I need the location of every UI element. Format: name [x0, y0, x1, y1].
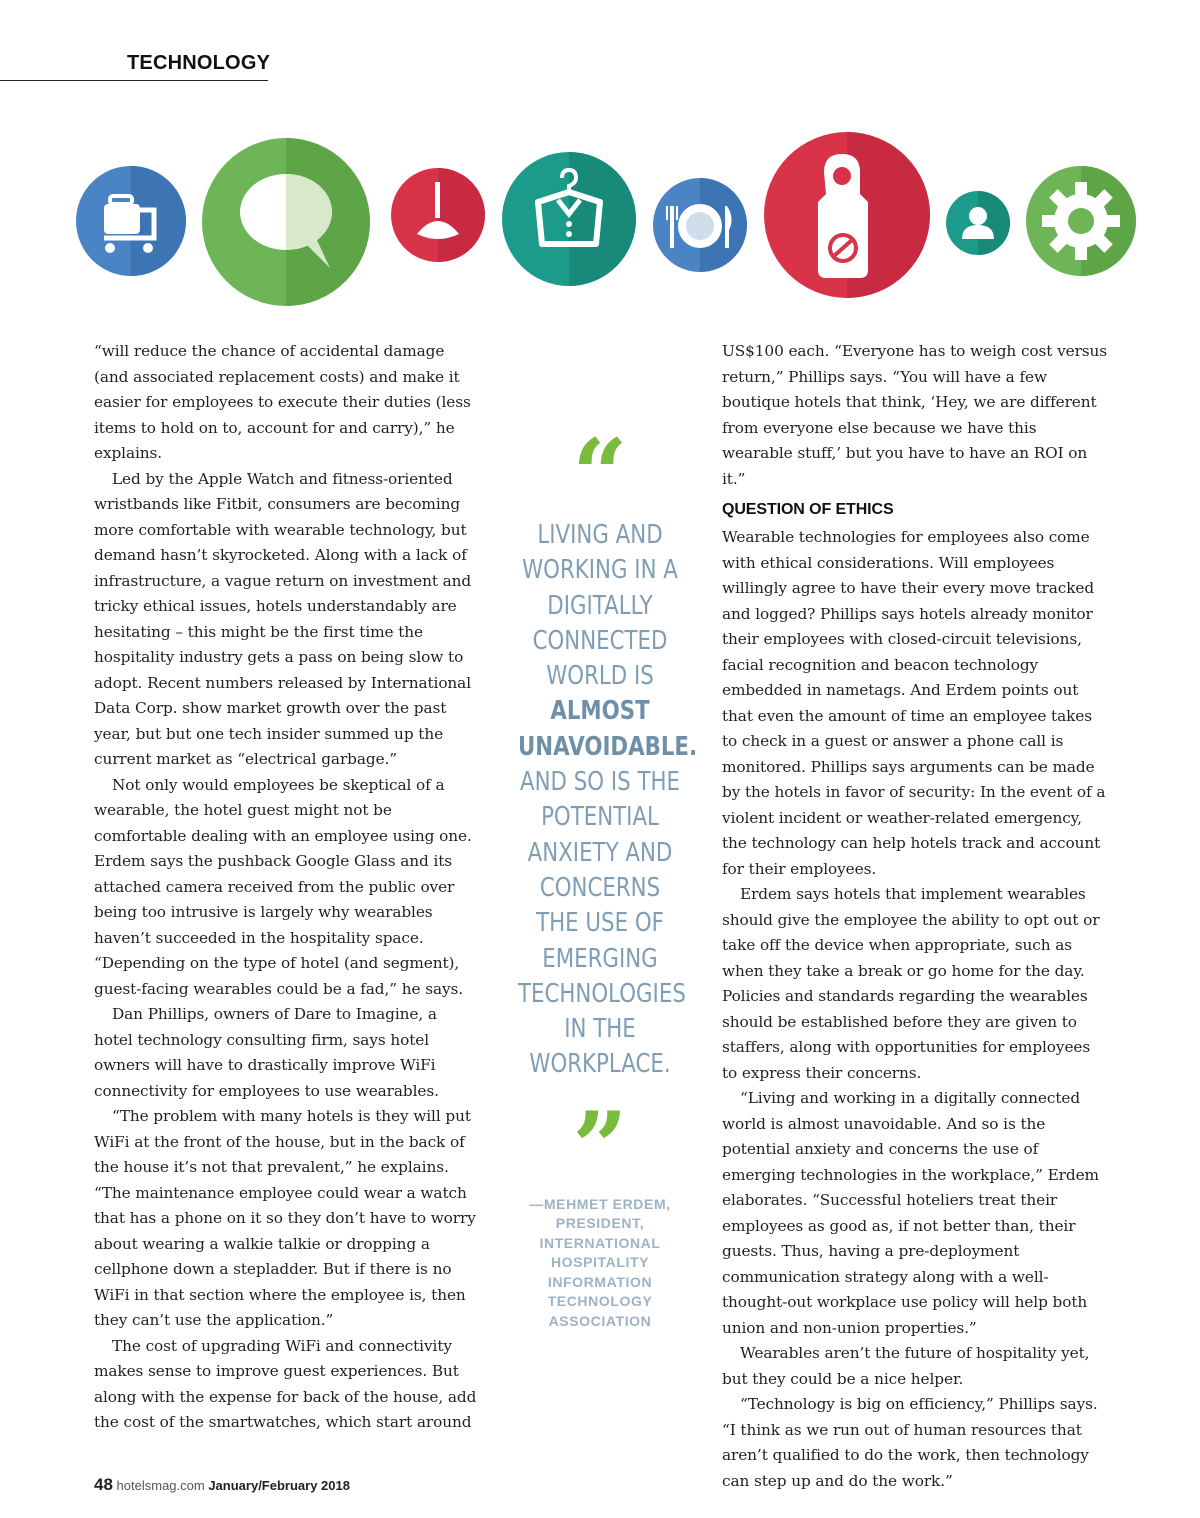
site-name: hotelsmag.com: [116, 1478, 205, 1493]
body-paragraph: Wearable technologies for employees also come with ethical considerations. Will employees willingly agree to have their every move tracked and logged? Phillips says hotels already monitor their employees with closed-circuit televisions, facial recognition and beacon technology embedded in nametags. And Erdem points out that even the amount of time an employee takes to check in a guest or answer a phone call is monitored. Phillips says arguments can be made by the hotels in favor of security: In the event of a violent incident or weather-related emergency, the technology can help hotels track and account for their employees.: [722, 528, 1106, 878]
section-title: TECHNOLOGY: [127, 52, 271, 74]
speech-bubble-icon: [202, 138, 370, 306]
left-column: [94, 339, 479, 1436]
body-paragraph: US$100 each. “Everyone has to weigh cost versus return,” Phillips says. “You will have a few boutique hotels that think, ‘Hey, we are different from everyone else because we have this wearable stuff,’ but you have to have an ROI on it.”: [722, 342, 1108, 488]
pull-quote-text-after: AND SO IS THE POTENTIAL ANXIETY AND CONCERNS THE USE OF EMERGING TECHNOLOGIES IN THE WORKPLACE.: [518, 767, 686, 1080]
uniform-hanger-icon: [502, 152, 636, 286]
page-footer: [94, 1475, 350, 1495]
broom-icon: [391, 168, 485, 262]
page-number: 48: [94, 1475, 113, 1494]
open-quote-mark: “: [572, 418, 628, 531]
dinner-plate-icon: [653, 178, 747, 272]
gear-icon: [1026, 166, 1136, 276]
pull-quote-text: [518, 518, 698, 1083]
do-not-disturb-icon: [764, 132, 930, 298]
subheading: QUESTION OF ETHICS: [722, 501, 894, 518]
body-paragraph: “Living and working in a digitally connected world is almost unavoidable. And so is the potential anxiety and concerns the use of emerging technologies in the workplace,” Erdem elaborates. “Successful hoteliers treat their employees as good as, if not better than, their guests. Thus, having a pre-deployment communication strategy along with a well-thought-out workplace use policy will help both union and non-union properties.”: [722, 1089, 1099, 1337]
body-paragraph: Dan Phillips, owners of Dare to Imagine, a hotel technology consulting firm, says hotel owners will have to drastically improve WiFi connectivity for employees to use wearables.: [94, 1005, 439, 1100]
body-paragraph: Not only would employees be skeptical of a wearable, the hotel guest might not be comfortable dealing with an employee using one. Erdem says the pushback Google Glass and its attached camera received from the public over being too intrusive is largely why wearables haven’t succeeded in the hospitality space. “Depending on the type of hotel (and segment), guest-facing wearables could be a fad,” he says.: [94, 775, 472, 998]
close-quote-mark: ”: [572, 1090, 628, 1204]
section-rule: [0, 80, 268, 81]
pull-quote-attribution: —MEHMET ERDEM, PRESIDENT, INTERNATIONAL HOSPITALITY INFORMATION TECHNOLOGY ASSOCIATION: [529, 1195, 671, 1329]
luggage-cart-icon: [76, 166, 186, 276]
pull-quote-text-before: LIVING AND WORKING IN A DIGITALLY CONNECTED WORLD IS: [522, 520, 678, 692]
body-paragraph: The cost of upgrading WiFi and connectivity makes sense to improve guest experiences. But along with the expense for back of the house, add the cost of the smartwatches, which start around: [94, 1336, 477, 1431]
body-paragraph: Led by the Apple Watch and fitness-oriented wristbands like Fitbit, consumers are becoming more comfortable with wearable technology, but demand hasn’t skyrocketed. Along with a lack of infrastructure, a vague return on investment and tricky ethical issues, hotels understandably are hesitating – this might be the first time the hospitality industry gets a pass on being slow to adopt. Recent numbers released by International Data Corp. show market growth over the past year, but but one tech insider summed up the current market as “electrical garbage.”: [94, 469, 472, 768]
right-column: [722, 339, 1108, 1494]
issue-date: January/February 2018: [208, 1478, 350, 1493]
person-icon: [946, 191, 1010, 255]
body-paragraph: “The problem with many hotels is they will put WiFi at the front of the house, but in the back of the house it’s not that prevalent,” he explains. “The maintenance employee could wear a watch that has a phone on it so they don’t have to worry about wearing a walkie talkie or dropping a cellphone down a stepladder. But if there is no WiFi in that section where the employee is, then they can’t use the application.”: [94, 1107, 476, 1329]
body-paragraph: Wearables aren’t the future of hospitality yet, but they could be a nice helper.: [722, 1344, 1090, 1388]
pull-quote: [500, 418, 700, 1331]
body-paragraph: “will reduce the chance of accidental damage (and associated replacement costs) and make it easier for employees to execute their duties (less items to hold on to, account for and carry),” he explains.: [94, 342, 471, 462]
body-paragraph: “Technology is big on efficiency,” Phillips says. “I think as we run out of human resources that aren’t qualified to do the work, then technology can step up and do the work.”: [722, 1395, 1098, 1490]
body-paragraph: Erdem says hotels that implement wearables should give the employee the ability to opt out or take off the device when appropriate, such as when they take a break or go home for the day. Policies and standards regarding the wearables should be established before they are given to staffers, along with opportunities for employees to express their concerns.: [722, 885, 1100, 1082]
pull-quote-emphasis: ALMOST UNAVOIDABLE.: [518, 696, 698, 762]
icon-strip: [0, 130, 1200, 330]
